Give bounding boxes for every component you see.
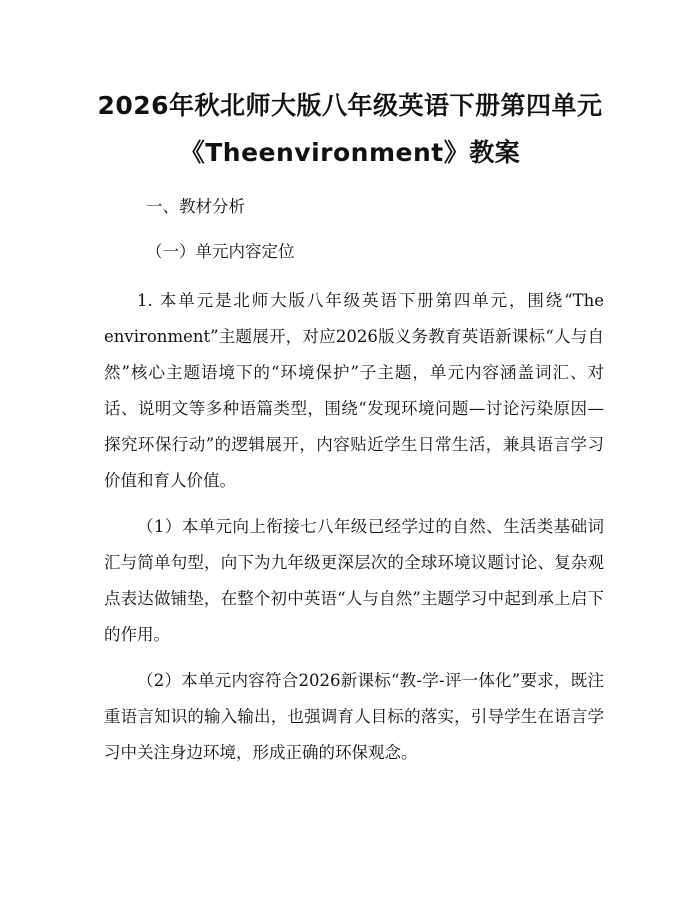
subsection-heading: （一）单元内容定位 xyxy=(146,242,295,261)
paragraph-standards-alignment: （2）本单元内容符合2026新课标“教-学-评一体化”要求，既注重语言知识的输入输出，也强调育人目标的落实，引导学生在语言学习中关注身边环境，形成正确的环保观念。 xyxy=(104,671,604,762)
paragraph-unit-overview: 1. 本单元是北师大版八年级英语下册第四单元，围绕“The environment”主题展开，对应2026版义务教育英语新课标“人与自然”核心主题语境下的“环境保护”子主题，单元内容涵盖词汇、对话、说明文等多种语篇类型，围绕“发现环境问题—讨论污染原因—探究环保行动”的逻辑展开，内容贴近学生日常生活，兼具语言学习价值和育人价值。 xyxy=(104,291,604,490)
section-heading: 一、教材分析 xyxy=(146,197,245,216)
document-title-line-1: 2026年秋北师大版八年级英语下册第四单元 xyxy=(97,91,603,120)
paragraph-curriculum-link: （1）本单元向上衔接七八年级已经学过的自然、生活类基础词汇与简单句型，向下为九年级更深层次的全球环境议题讨论、复杂观点表达做铺垫，在整个初中英语“人与自然”主题学习中起到承上启下的作用。 xyxy=(104,517,604,644)
document-title-line-2: 《Theenvironment》教案 xyxy=(179,138,521,167)
